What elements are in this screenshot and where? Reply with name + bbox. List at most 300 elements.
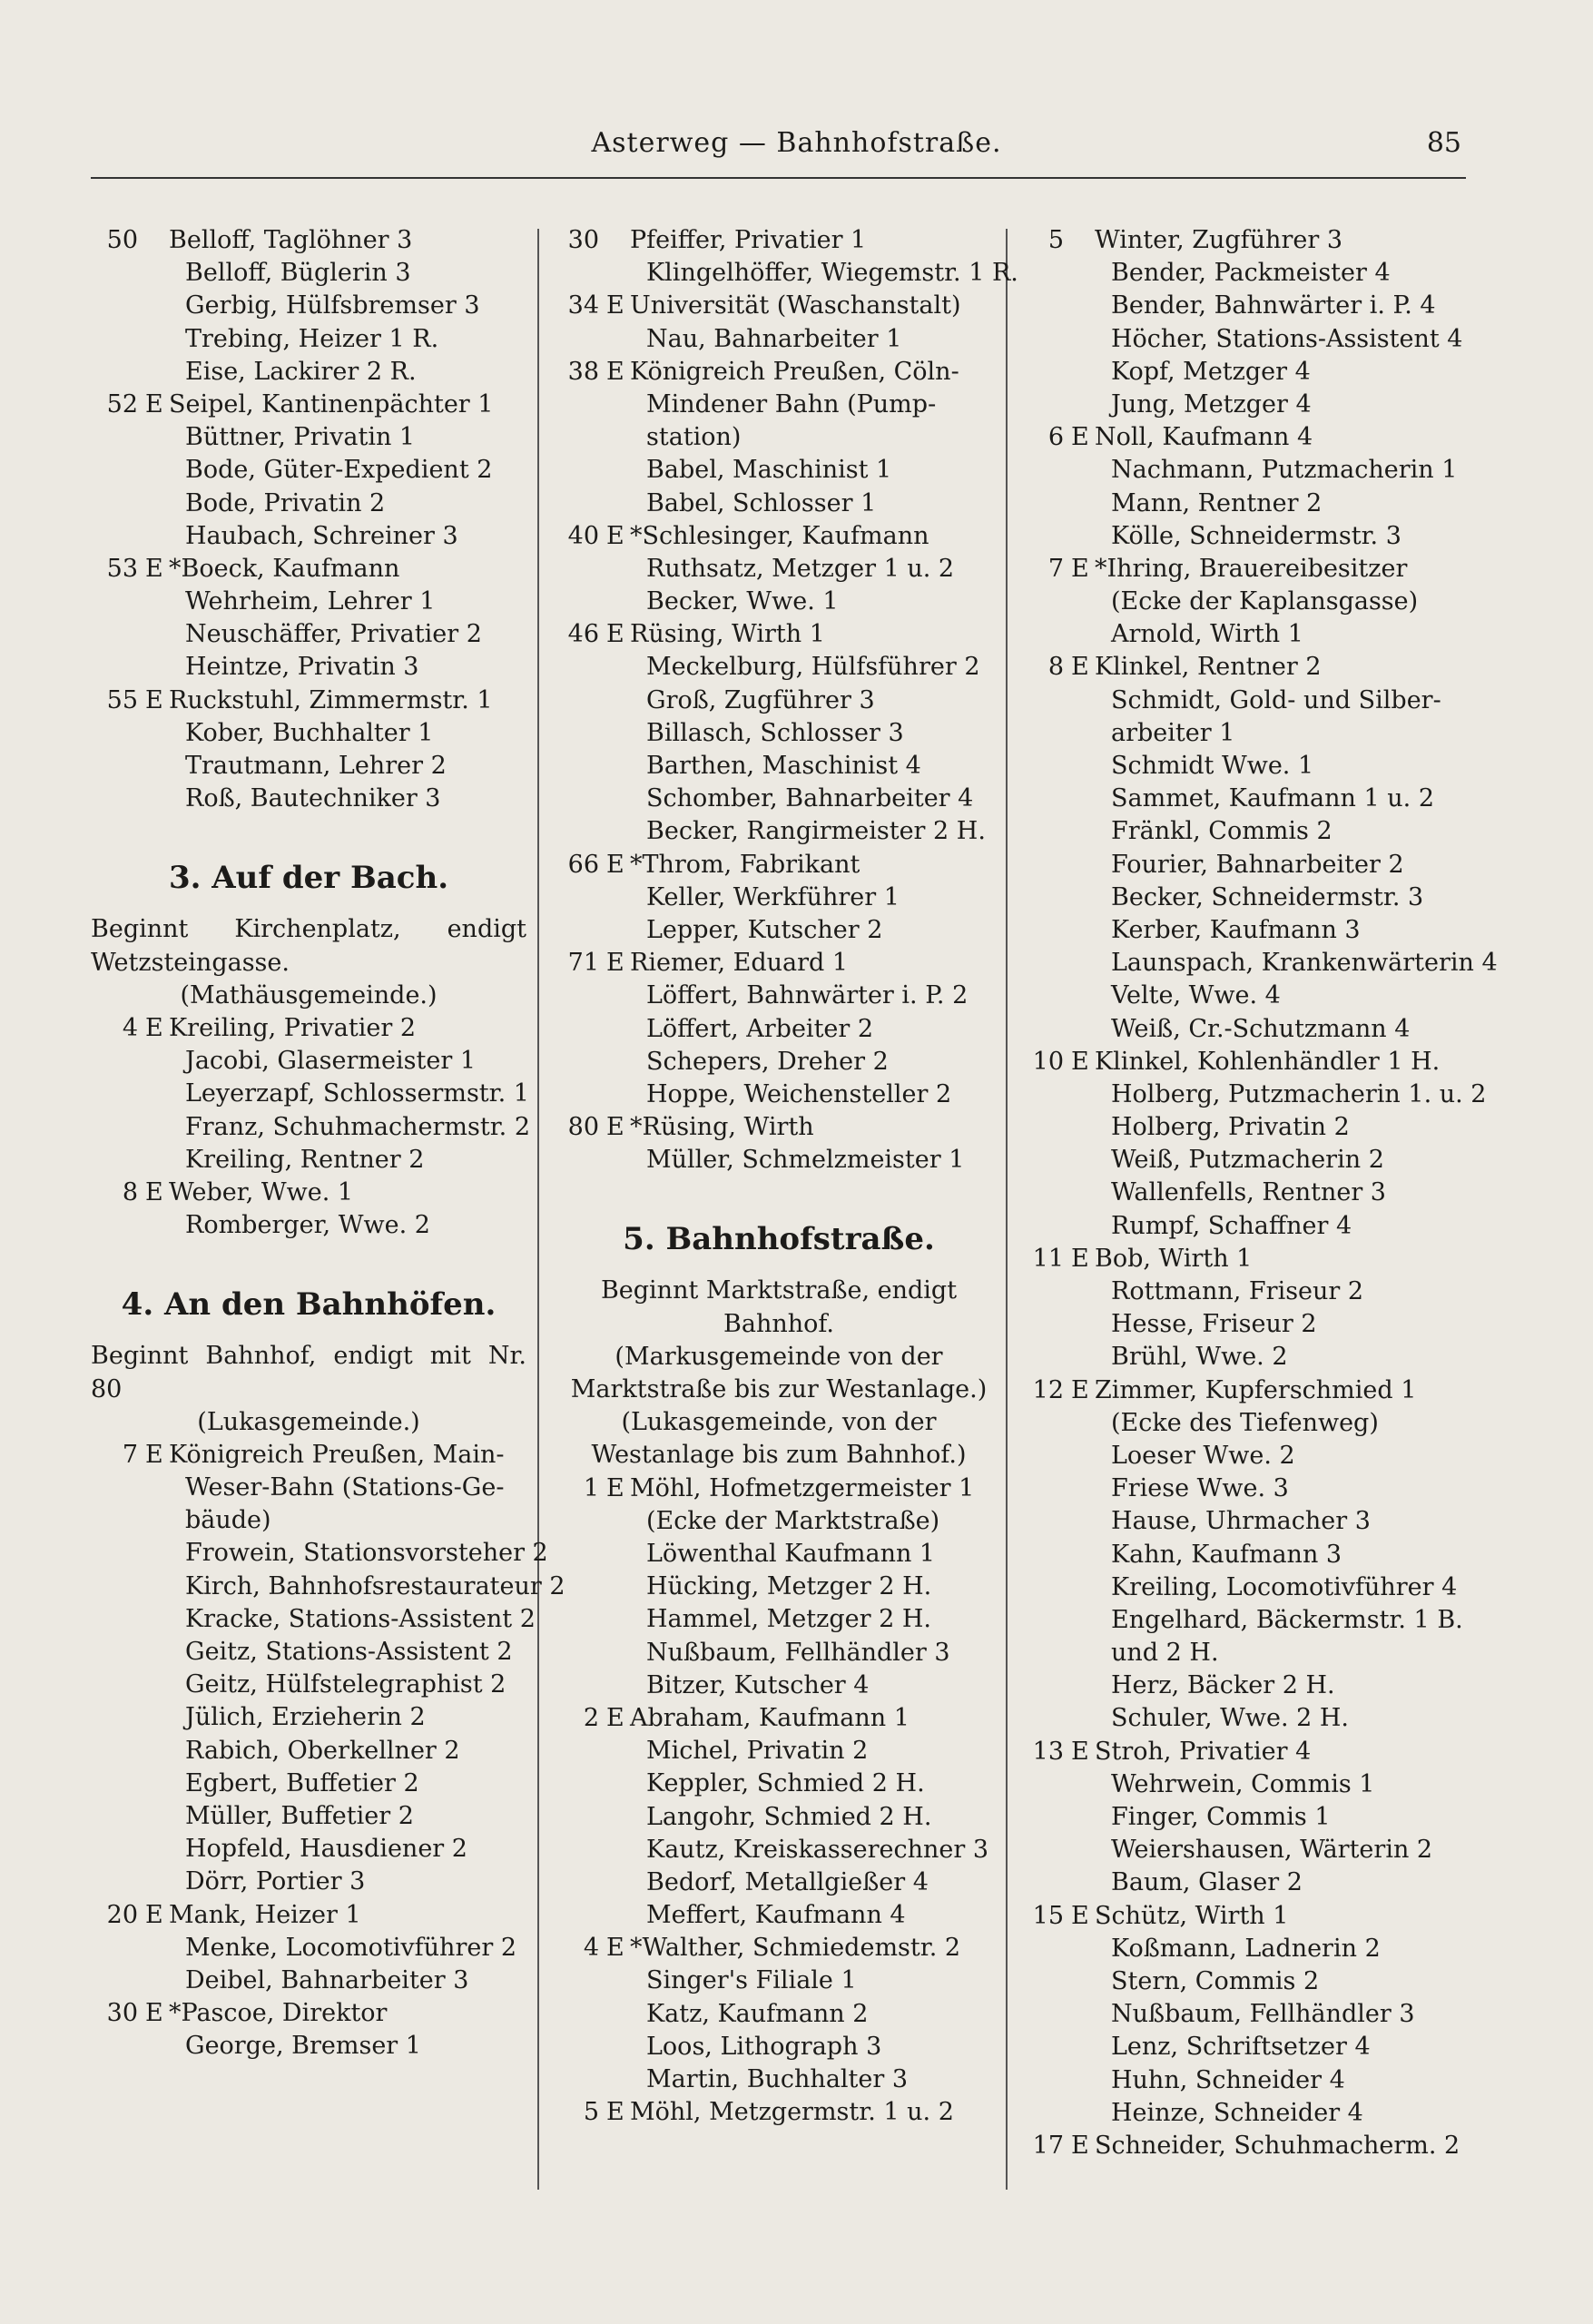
owner-mark: E bbox=[606, 2098, 624, 2127]
house-number bbox=[1017, 717, 1071, 750]
owner-mark bbox=[1071, 947, 1095, 980]
owner-mark: E bbox=[1071, 653, 1089, 682]
directory-entry bbox=[91, 1439, 526, 1472]
house-number bbox=[552, 1046, 606, 1078]
resident-text: Kahn, Kaufmann 3 bbox=[1111, 1540, 1342, 1569]
owner-mark bbox=[1071, 783, 1095, 815]
directory-entry bbox=[1017, 1834, 1470, 1866]
directory-entry bbox=[1017, 651, 1470, 684]
resident-text: Schneider, Schuhmacherm. 2 bbox=[1095, 2131, 1460, 2160]
owner-mark: E bbox=[1071, 1244, 1089, 1273]
directory-entry bbox=[91, 1078, 529, 1110]
directory-entry bbox=[552, 618, 1006, 651]
house-number bbox=[552, 487, 606, 520]
house-number: 30 bbox=[106, 1999, 138, 2028]
owner-mark bbox=[606, 1538, 630, 1571]
house-number: 10 bbox=[1032, 1047, 1064, 1076]
owner-mark: E bbox=[1071, 1901, 1089, 1930]
house-number bbox=[91, 1669, 145, 1701]
resident-text: Jung, Metzger 4 bbox=[1111, 389, 1312, 419]
directory-entry bbox=[1017, 1407, 1470, 1440]
house-number bbox=[1017, 1998, 1071, 2031]
resident-text: Löffert, Bahnwärter i. P. 2 bbox=[646, 981, 969, 1010]
resident-text: Herz, Bäcker 2 H. bbox=[1111, 1671, 1335, 1700]
house-number bbox=[552, 586, 606, 618]
house-number bbox=[552, 1505, 606, 1538]
house-number bbox=[552, 1571, 606, 1603]
owner-mark bbox=[1071, 1144, 1095, 1177]
resident-text: Höcher, Stations-Assistent 4 bbox=[1111, 324, 1463, 353]
resident-text: Kerber, Kaufmann 3 bbox=[1111, 915, 1361, 944]
resident-text: Barthen, Maschinist 4 bbox=[646, 752, 921, 780]
resident-text: Löwenthal Kaufmann 1 bbox=[646, 1540, 936, 1569]
directory-entry bbox=[1017, 1505, 1470, 1538]
owner-mark bbox=[145, 618, 169, 651]
owner-mark: E bbox=[606, 1934, 624, 1963]
owner-mark bbox=[145, 1800, 169, 1833]
resident-text: Schmidt, Gold- und Silber- bbox=[1111, 685, 1441, 714]
house-number: 80 bbox=[567, 1113, 599, 1142]
resident-text: Brühl, Wwe. 2 bbox=[1111, 1343, 1288, 1372]
owner-mark bbox=[145, 290, 169, 322]
entry-list bbox=[552, 1472, 1006, 2130]
owner-mark bbox=[1071, 323, 1095, 356]
directory-entry bbox=[91, 1669, 526, 1701]
directory-entry bbox=[552, 1046, 1006, 1078]
directory-entry bbox=[91, 356, 526, 389]
directory-entry bbox=[91, 224, 526, 257]
resident-text: *Rüsing, Wirth bbox=[630, 1113, 814, 1142]
resident-text: station) bbox=[646, 423, 742, 452]
resident-text: Heinze, Schneider 4 bbox=[1111, 2098, 1363, 2127]
owner-mark bbox=[1071, 1637, 1095, 1669]
directory-entry bbox=[1017, 2064, 1470, 2097]
directory-entry bbox=[91, 1701, 526, 1734]
house-number: 5 bbox=[1047, 226, 1064, 254]
house-number bbox=[91, 520, 145, 553]
directory-entry bbox=[91, 389, 526, 421]
owner-mark bbox=[606, 421, 630, 454]
directory-entry bbox=[91, 717, 526, 750]
house-number bbox=[552, 651, 606, 684]
house-number: 7 bbox=[1047, 554, 1064, 583]
directory-entry bbox=[1017, 815, 1470, 848]
house-number: 34 bbox=[567, 291, 599, 320]
directory-entry bbox=[1017, 1637, 1470, 1669]
owner-mark bbox=[606, 717, 630, 750]
directory-entry bbox=[91, 586, 526, 618]
owner-mark bbox=[145, 1078, 169, 1110]
resident-text: Kreiling, Privatier 2 bbox=[169, 1013, 416, 1042]
resident-text: Rottmann, Friseur 2 bbox=[1111, 1277, 1364, 1305]
owner-mark: E bbox=[606, 1703, 624, 1732]
directory-entry bbox=[552, 783, 1006, 815]
owner-mark bbox=[606, 1013, 630, 1046]
resident-text: Belloff, Taglöhner 3 bbox=[169, 226, 413, 254]
directory-entry bbox=[1017, 618, 1470, 651]
owner-mark bbox=[1071, 1275, 1095, 1308]
directory-entry bbox=[91, 323, 526, 356]
owner-mark bbox=[1071, 2031, 1095, 2063]
resident-text: Weiershausen, Wärterin 2 bbox=[1111, 1836, 1433, 1865]
owner-mark bbox=[145, 421, 169, 454]
resident-text: *Boeck, Kaufmann bbox=[169, 554, 400, 583]
resident-text: Deibel, Bahnarbeiter 3 bbox=[185, 1965, 469, 1994]
house-number bbox=[1017, 1637, 1071, 1669]
house-number bbox=[552, 750, 606, 783]
resident-text: Trebing, Heizer 1 R. bbox=[185, 324, 439, 353]
resident-text: Rumpf, Schaffner 4 bbox=[1111, 1211, 1352, 1240]
directory-entry bbox=[552, 1735, 1006, 1768]
owner-mark bbox=[1071, 1407, 1095, 1440]
resident-text: Bitzer, Kutscher 4 bbox=[646, 1670, 870, 1699]
resident-text: Loos, Lithograph 3 bbox=[646, 2032, 882, 2061]
directory-entry bbox=[1017, 2097, 1470, 2130]
directory-entry bbox=[1017, 947, 1498, 980]
house-number bbox=[552, 2063, 606, 2096]
owner-mark: E bbox=[145, 389, 163, 419]
owner-mark bbox=[145, 783, 169, 815]
house-number bbox=[1017, 356, 1071, 389]
house-number bbox=[1017, 1078, 1071, 1111]
resident-text: Fränkl, Commis 2 bbox=[1111, 817, 1332, 846]
house-number bbox=[91, 1866, 145, 1898]
house-number: 4 bbox=[583, 1934, 599, 1963]
owner-mark: E bbox=[145, 1440, 163, 1469]
directory-entry bbox=[1017, 1998, 1470, 2031]
owner-mark bbox=[1071, 1440, 1095, 1472]
directory-entry bbox=[552, 1111, 1006, 1144]
house-number bbox=[552, 980, 606, 1012]
house-number: 7 bbox=[122, 1440, 138, 1469]
resident-text: Geitz, Hülfstelegraphist 2 bbox=[185, 1670, 506, 1699]
directory-entry bbox=[1017, 421, 1470, 454]
directory-entry bbox=[1017, 323, 1470, 356]
house-number bbox=[1017, 2097, 1071, 2130]
owner-mark bbox=[145, 487, 169, 520]
directory-entry bbox=[552, 980, 1006, 1012]
directory-entry bbox=[91, 1735, 526, 1768]
owner-mark bbox=[606, 1834, 630, 1866]
directory-entry bbox=[1017, 1768, 1470, 1801]
resident-text: Holberg, Privatin 2 bbox=[1111, 1113, 1350, 1142]
owner-mark bbox=[1071, 815, 1095, 848]
owner-mark bbox=[1071, 1013, 1095, 1046]
house-number bbox=[552, 914, 606, 947]
house-number bbox=[1017, 1801, 1071, 1834]
directory-entry bbox=[1017, 1702, 1470, 1735]
directory-entry bbox=[91, 1504, 526, 1537]
resident-text: Kopf, Metzger 4 bbox=[1111, 357, 1311, 386]
resident-text: Kautz, Kreiskasserechner 3 bbox=[646, 1835, 989, 1864]
house-number bbox=[552, 1669, 606, 1702]
directory-entry bbox=[1017, 553, 1470, 586]
directory-entry bbox=[1017, 1111, 1470, 1144]
owner-mark bbox=[606, 1603, 630, 1636]
resident-text: Weber, Wwe. 1 bbox=[169, 1177, 354, 1206]
resident-text: Wallenfells, Rentner 3 bbox=[1111, 1178, 1386, 1207]
directory-entry bbox=[552, 1013, 1006, 1046]
directory-entry bbox=[91, 1866, 526, 1898]
owner-mark bbox=[145, 1866, 169, 1898]
owner-mark bbox=[1071, 1768, 1095, 1801]
owner-mark: E bbox=[606, 850, 624, 879]
owner-mark bbox=[606, 323, 630, 356]
directory-entry bbox=[1017, 1308, 1470, 1341]
house-number bbox=[1017, 586, 1071, 618]
directory-entry bbox=[1017, 290, 1470, 322]
house-number: 13 bbox=[1032, 1737, 1064, 1766]
house-number bbox=[552, 1637, 606, 1669]
directory-entry bbox=[91, 1833, 526, 1866]
house-number bbox=[552, 815, 606, 848]
owner-mark bbox=[606, 783, 630, 815]
house-number bbox=[91, 1144, 145, 1177]
directory-entry bbox=[91, 553, 526, 586]
house-number: 38 bbox=[567, 357, 599, 386]
house-number bbox=[1017, 487, 1071, 520]
house-number bbox=[1017, 1965, 1071, 1998]
house-number bbox=[91, 323, 145, 356]
owner-mark: E bbox=[1071, 1375, 1089, 1404]
directory-entry bbox=[552, 651, 1006, 684]
house-number bbox=[91, 1932, 145, 1965]
house-number bbox=[91, 1504, 145, 1537]
resident-text: und 2 H. bbox=[1111, 1639, 1219, 1668]
owner-mark bbox=[145, 1833, 169, 1866]
directory-entry bbox=[552, 1932, 1006, 1965]
house-number: 30 bbox=[567, 226, 599, 254]
owner-mark bbox=[606, 1965, 630, 1997]
resident-text: Sammet, Kaufmann 1 u. 2 bbox=[1111, 784, 1434, 813]
section-description: Beginnt Kirchenplatz, endigt Wetzsteingasse. bbox=[91, 915, 526, 977]
directory-entry bbox=[1017, 1177, 1470, 1209]
house-number bbox=[552, 1834, 606, 1866]
house-number bbox=[1017, 2064, 1071, 2097]
house-number: 71 bbox=[567, 949, 599, 978]
resident-text: Nau, Bahnarbeiter 1 bbox=[646, 324, 902, 353]
resident-text: Stern, Commis 2 bbox=[1111, 1966, 1320, 1995]
owner-mark bbox=[606, 1801, 630, 1834]
resident-text: Universität (Waschanstalt) bbox=[630, 291, 961, 320]
house-number bbox=[1017, 1472, 1071, 1505]
directory-entry bbox=[552, 1768, 1006, 1800]
directory-entry bbox=[552, 1998, 1006, 2031]
parish-note: (Markusgemeinde von der Marktstraße bis zur Westanlage.) (Lukasgemeinde, von der Westanlage bis zum Bahnhof.) bbox=[570, 1342, 988, 1470]
directory-entry bbox=[1017, 1046, 1470, 1078]
owner-mark bbox=[145, 1144, 169, 1177]
owner-mark bbox=[1071, 1210, 1095, 1243]
resident-text: Nußbaum, Fellhändler 3 bbox=[1111, 2000, 1415, 2029]
house-number bbox=[552, 1801, 606, 1834]
owner-mark bbox=[145, 257, 169, 290]
owner-mark: E bbox=[1071, 1047, 1089, 1076]
resident-text: Launspach, Krankenwärterin 4 bbox=[1111, 949, 1498, 978]
column-1 bbox=[91, 224, 565, 2063]
house-number bbox=[91, 1833, 145, 1866]
resident-text: Königreich Preußen, Main- bbox=[169, 1440, 505, 1469]
owner-mark bbox=[606, 487, 630, 520]
house-number bbox=[1017, 618, 1071, 651]
column-3 bbox=[1017, 224, 1498, 2162]
resident-text: Meffert, Kaufmann 4 bbox=[646, 1901, 906, 1930]
directory-entry bbox=[552, 1505, 1006, 1538]
directory-entry bbox=[552, 947, 1006, 980]
directory-entry bbox=[1017, 586, 1470, 618]
directory-entry bbox=[91, 750, 526, 783]
resident-text: Velte, Wwe. 4 bbox=[1111, 981, 1281, 1010]
owner-mark bbox=[606, 1046, 630, 1078]
section-heading: 4. An den Bahnhöfen. bbox=[121, 1286, 497, 1324]
owner-mark bbox=[1071, 2097, 1095, 2130]
directory-entry bbox=[1017, 2130, 1470, 2162]
directory-entry bbox=[552, 421, 1006, 454]
house-number: 66 bbox=[567, 850, 599, 879]
resident-text: Roß, Bautechniker 3 bbox=[185, 784, 441, 813]
directory-entry bbox=[552, 1899, 1006, 1932]
owner-mark: E bbox=[1071, 423, 1089, 452]
resident-text: Huhn, Schneider 4 bbox=[1111, 2065, 1345, 2094]
house-number bbox=[1017, 1013, 1071, 1046]
house-number bbox=[91, 783, 145, 815]
owner-mark: E bbox=[145, 1177, 163, 1206]
owner-mark bbox=[1071, 1669, 1095, 1702]
resident-text: Bender, Packmeister 4 bbox=[1111, 259, 1391, 288]
entry-list bbox=[1017, 224, 1498, 2162]
owner-mark bbox=[1071, 1571, 1095, 1604]
resident-text: Loeser Wwe. 2 bbox=[1111, 1441, 1295, 1470]
house-number bbox=[1017, 1669, 1071, 1702]
owner-mark: E bbox=[145, 554, 163, 583]
house-number bbox=[1017, 1505, 1071, 1538]
house-number bbox=[1017, 290, 1071, 322]
owner-mark bbox=[1071, 914, 1095, 947]
owner-mark bbox=[606, 1144, 630, 1177]
column-2 bbox=[552, 224, 1018, 2129]
house-number bbox=[91, 1537, 145, 1570]
directory-entry bbox=[91, 1997, 526, 2030]
directory-entry bbox=[552, 1538, 1006, 1571]
column-divider bbox=[1006, 229, 1008, 2190]
owner-mark bbox=[1071, 1801, 1095, 1834]
house-number bbox=[1017, 1866, 1071, 1899]
header-rule bbox=[91, 177, 1466, 179]
directory-entry bbox=[91, 1800, 526, 1833]
directory-entry bbox=[91, 651, 526, 684]
house-number bbox=[552, 1078, 606, 1111]
page-header-title: Asterweg — Bahnhofstraße. bbox=[591, 127, 1002, 159]
house-number: 12 bbox=[1032, 1375, 1064, 1404]
house-number bbox=[552, 257, 606, 290]
house-number: 5 bbox=[583, 2098, 599, 2127]
resident-text: Franz, Schuhmachermstr. 2 bbox=[185, 1112, 530, 1141]
directory-entry bbox=[552, 323, 1006, 356]
directory-entry bbox=[1017, 1965, 1470, 1998]
owner-mark: E bbox=[606, 291, 624, 320]
resident-text: Dörr, Portier 3 bbox=[185, 1867, 366, 1896]
section-description: Beginnt Bahnhof, endigt mit Nr. 80 bbox=[91, 1342, 526, 1403]
house-number: 55 bbox=[106, 685, 138, 714]
resident-text: Holberg, Putzmacherin 1. u. 2 bbox=[1111, 1079, 1487, 1108]
directory-entry bbox=[552, 1866, 1006, 1899]
house-number bbox=[1017, 1702, 1071, 1735]
house-number bbox=[91, 586, 145, 618]
directory-entry bbox=[91, 1209, 526, 1242]
house-number: 17 bbox=[1032, 2131, 1064, 2160]
resident-text: Meckelburg, Hülfsführer 2 bbox=[646, 653, 980, 682]
directory-entry bbox=[91, 1965, 526, 1997]
resident-text: Gerbig, Hülfsbremser 3 bbox=[185, 291, 480, 320]
resident-text: Ruckstuhl, Zimmermstr. 1 bbox=[169, 685, 493, 714]
resident-text: Bode, Güter-Expedient 2 bbox=[185, 456, 493, 485]
resident-text: Müller, Schmelzmeister 1 bbox=[646, 1146, 965, 1175]
owner-mark bbox=[145, 1669, 169, 1701]
directory-entry bbox=[552, 1702, 1006, 1735]
resident-text: George, Bremser 1 bbox=[185, 2032, 421, 2061]
house-number bbox=[1017, 257, 1071, 290]
resident-text: Keppler, Schmied 2 H. bbox=[646, 1769, 925, 1798]
house-number bbox=[1017, 947, 1071, 980]
resident-text: Friese Wwe. 3 bbox=[1111, 1474, 1289, 1503]
house-number bbox=[1017, 815, 1071, 848]
house-number bbox=[91, 1701, 145, 1734]
resident-text: Jacobi, Glasermeister 1 bbox=[185, 1047, 476, 1076]
resident-text: Riemer, Eduard 1 bbox=[630, 949, 849, 978]
owner-mark bbox=[145, 1209, 169, 1242]
owner-mark bbox=[1071, 389, 1095, 421]
house-number bbox=[1017, 1341, 1071, 1374]
house-number bbox=[1017, 1834, 1071, 1866]
house-number bbox=[552, 1965, 606, 1997]
house-number bbox=[1017, 783, 1071, 815]
owner-mark bbox=[606, 389, 630, 421]
directory-entry bbox=[552, 2031, 1006, 2063]
house-number bbox=[91, 1078, 145, 1110]
directory-entry bbox=[1017, 1736, 1470, 1768]
directory-entry bbox=[91, 1636, 526, 1669]
owner-mark bbox=[606, 586, 630, 618]
owner-mark bbox=[1071, 684, 1095, 717]
resident-text: Königreich Preußen, Cöln- bbox=[630, 357, 959, 386]
resident-text: (Ecke der Kaplansgasse) bbox=[1111, 587, 1419, 616]
owner-mark: E bbox=[145, 685, 163, 714]
entry-list bbox=[91, 224, 526, 815]
house-number bbox=[1017, 750, 1071, 783]
resident-text: Schütz, Wirth 1 bbox=[1095, 1901, 1289, 1930]
house-number bbox=[91, 1768, 145, 1800]
resident-text: Kober, Buchhalter 1 bbox=[185, 718, 434, 747]
owner-mark bbox=[145, 1768, 169, 1800]
house-number bbox=[1017, 914, 1071, 947]
owner-mark bbox=[145, 651, 169, 684]
resident-text: Bender, Bahnwärter i. P. 4 bbox=[1111, 291, 1436, 320]
house-number bbox=[1017, 881, 1071, 914]
resident-text: Winter, Zugführer 3 bbox=[1095, 226, 1342, 254]
house-number bbox=[552, 421, 606, 454]
resident-text: Becker, Schneidermstr. 3 bbox=[1111, 882, 1424, 911]
resident-text: Büttner, Privatin 1 bbox=[185, 423, 416, 452]
owner-mark bbox=[145, 224, 169, 257]
house-number bbox=[552, 717, 606, 750]
directory-entry bbox=[91, 783, 526, 815]
resident-text: Hoppe, Weichensteller 2 bbox=[646, 1079, 952, 1108]
owner-mark bbox=[1071, 717, 1095, 750]
resident-text: (Ecke der Marktstraße) bbox=[646, 1506, 940, 1535]
house-number bbox=[552, 881, 606, 914]
resident-text: arbeiter 1 bbox=[1111, 718, 1235, 747]
owner-mark bbox=[145, 454, 169, 487]
resident-text: Lepper, Kutscher 2 bbox=[646, 915, 883, 944]
